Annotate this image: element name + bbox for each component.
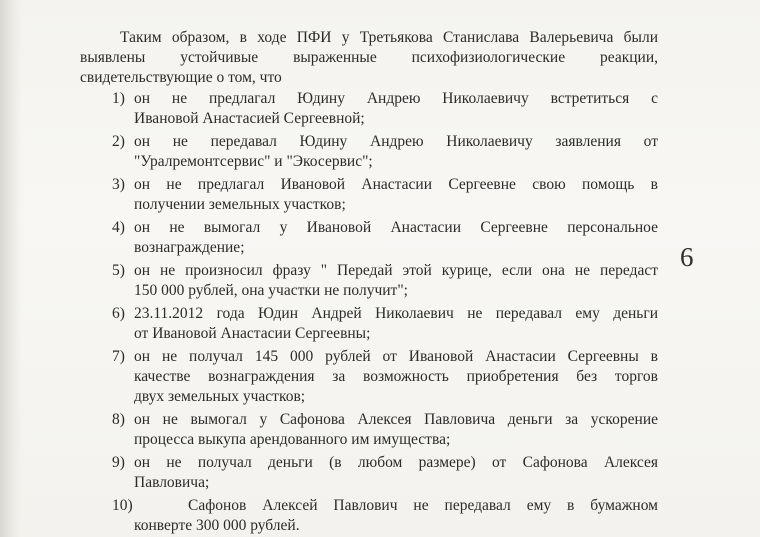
list-item <box>80 218 658 258</box>
intro-line-3: свидетельствующие о том, что <box>80 69 282 86</box>
item-text-line: 23.11.2012 года Юдин Андрей Николаевич не передавал ему деньги <box>134 305 658 322</box>
item-text-line: он не вымогал у Сафонова Алексея Павловича деньги за ускорение <box>134 411 658 428</box>
list-item <box>80 89 658 129</box>
item-text-line: от Ивановой Анастасии Сергеевны; <box>134 325 371 342</box>
item-text-line: качестве вознаграждения за возможность приобретения без торгов <box>134 368 658 385</box>
item-number: 6) <box>112 305 125 322</box>
item-text-line: Павловича; <box>134 474 210 491</box>
item-text-line: получении земельных участков; <box>134 196 346 213</box>
intro-line-2: выявлены устойчивые выраженные психофизиологические реакции, <box>80 49 658 66</box>
item-text-line: он не передавал Юдину Андрею Николаевичу заявления от <box>134 133 658 150</box>
list-item <box>80 175 658 215</box>
list-item <box>80 347 658 407</box>
item-number: 2) <box>112 133 125 150</box>
page-binding-shadow <box>0 0 22 537</box>
list-item <box>80 453 658 493</box>
list-item <box>80 304 658 344</box>
item-number: 9) <box>112 454 125 471</box>
item-text-line: "Уралремонтсервис" и "Экосервис"; <box>134 153 373 170</box>
list-item <box>80 496 658 536</box>
document-text <box>80 28 658 537</box>
item-text-line: конверте 300 000 рублей. <box>134 517 300 534</box>
findings-list <box>80 89 658 536</box>
item-text-line: 150 000 рублей, она участки не получит"; <box>134 282 408 299</box>
item-number: 7) <box>112 348 125 365</box>
list-item <box>80 410 658 450</box>
intro-line-1: Таким образом, в ходе ПФИ у Третьякова Станислава Валерьевича были <box>120 29 658 46</box>
item-number: 8) <box>112 411 125 428</box>
item-text-line: он не предлагал Ивановой Анастасии Сергеевне свою помощь в <box>134 176 658 193</box>
item-text-line: вознаграждение; <box>134 239 245 256</box>
item-number: 10) <box>112 497 133 514</box>
item-text-line: он не предлагал Юдину Андрею Николаевичу встретиться с <box>134 90 658 107</box>
item-number: 4) <box>112 219 125 236</box>
item-text-line: двух земельных участков; <box>134 388 306 405</box>
item-number: 1) <box>112 90 125 107</box>
item-number: 5) <box>112 262 125 279</box>
page-number: 6 <box>680 242 694 272</box>
list-item <box>80 261 658 301</box>
item-text-line: он не получал деньги (в любом размере) от Сафонова Алексея <box>134 454 658 471</box>
item-text-line: он не произносил фразу " Передай этой курице, если она не передаст <box>134 262 658 279</box>
item-text-line: он не вымогал у Ивановой Анастасии Сергеевне персональное <box>134 219 658 236</box>
item-number: 3) <box>112 176 125 193</box>
list-item <box>80 132 658 172</box>
item-text-line: процесса выкупа арендованного им имущества; <box>134 431 451 448</box>
item-text-line: он не получал 145 000 рублей от Ивановой Анастасии Сергеевны в <box>134 348 658 365</box>
item-text-line: Сафонов Алексей Павлович не передавал ему в бумажном <box>188 497 658 514</box>
item-text-line: Ивановой Анастасией Сергеевной; <box>134 110 365 127</box>
